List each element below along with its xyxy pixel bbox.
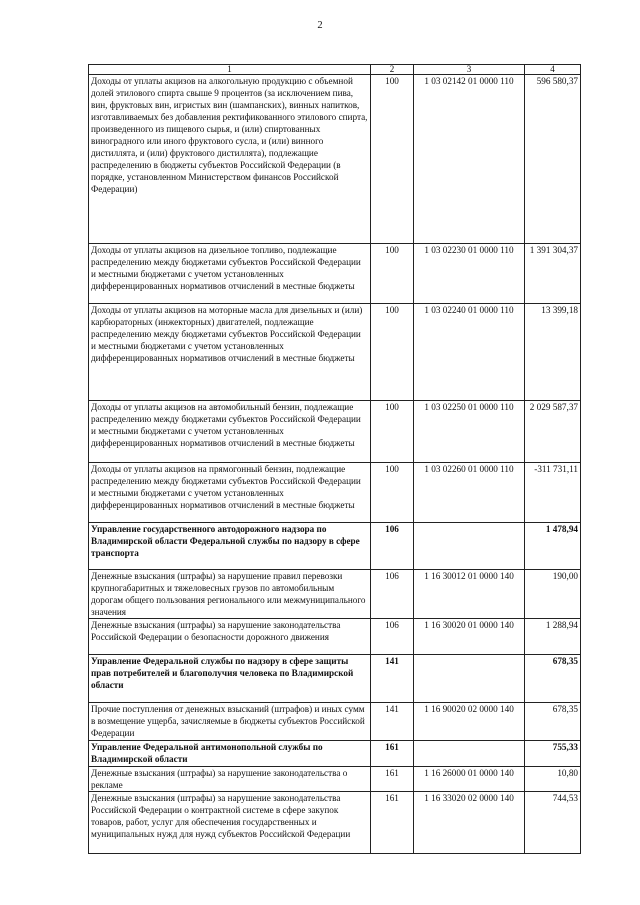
cell-amount: 190,00 bbox=[525, 570, 581, 619]
cell-name: Денежные взыскания (штрафы) за нарушение законодательства Российской Федерации о безопасности дорожного движения bbox=[89, 619, 371, 655]
table-row bbox=[89, 244, 581, 304]
cell-amount: 596 580,37 bbox=[525, 75, 581, 244]
cell-amount: 744,53 bbox=[525, 792, 581, 854]
table-row bbox=[89, 792, 581, 854]
cell-admin-code: 100 bbox=[371, 463, 414, 523]
table-row bbox=[89, 401, 581, 463]
cell-amount: -311 731,11 bbox=[525, 463, 581, 523]
cell-kbk-code: 1 16 30012 01 0000 140 bbox=[414, 570, 525, 619]
cell-amount: 2 029 587,37 bbox=[525, 401, 581, 463]
cell-admin-code: 141 bbox=[371, 655, 414, 703]
table-section-row bbox=[89, 741, 581, 767]
cell-amount: 1 478,94 bbox=[525, 523, 581, 570]
cell-amount: 755,33 bbox=[525, 741, 581, 767]
cell-admin-code: 100 bbox=[371, 75, 414, 244]
cell-amount: 1 391 304,37 bbox=[525, 244, 581, 304]
cell-name: Управление Федеральной службы по надзору в сфере защиты прав потребителей и благополучия человека по Владимирской области bbox=[89, 655, 371, 703]
cell-admin-code: 100 bbox=[371, 304, 414, 401]
table-row bbox=[89, 570, 581, 619]
cell-admin-code: 106 bbox=[371, 523, 414, 570]
cell-kbk-code: 1 16 90020 02 0000 140 bbox=[414, 703, 525, 741]
cell-kbk-code: 1 03 02260 01 0000 110 bbox=[414, 463, 525, 523]
cell-name: Доходы от уплаты акцизов на алкогольную продукцию с объемной долей этилового спирта свыше 9 процентов (за исключением пива, вин, фруктовых вин, игристых вин (шампанских), винных напитков, изготавливаемых без добавления ректификованного этилового спирта, произведенного из пищевого сырья, и (или) спиртованных виноградного или иного фруктового сусла, и (или) винного дистиллята, и (или) фруктового дистиллята), подлежащие распределению в бюджеты субъектов Российской Федерации (в порядке, установленном Министерством финансов Российской Федерации) bbox=[89, 75, 371, 244]
cell-kbk-code bbox=[414, 523, 525, 570]
cell-admin-code: 161 bbox=[371, 741, 414, 767]
header-col-2: 2 bbox=[371, 65, 414, 75]
cell-kbk-code: 1 03 02240 01 0000 110 bbox=[414, 304, 525, 401]
cell-admin-code: 106 bbox=[371, 570, 414, 619]
table-row bbox=[89, 767, 581, 792]
cell-name: Денежные взыскания (штрафы) за нарушение законодательства Российской Федерации о контрактной системе в сфере закупок товаров, работ, услуг для обеспечения государственных и муниципальных нужд для нужд субъектов Российской Федерации bbox=[89, 792, 371, 854]
cell-kbk-code: 1 16 33020 02 0000 140 bbox=[414, 792, 525, 854]
table-row bbox=[89, 304, 581, 401]
table-row bbox=[89, 75, 581, 244]
table-section-row bbox=[89, 655, 581, 703]
cell-admin-code: 100 bbox=[371, 244, 414, 304]
table-section-row bbox=[89, 523, 581, 570]
table-row bbox=[89, 703, 581, 741]
cell-amount: 678,35 bbox=[525, 655, 581, 703]
cell-name: Управление государственного автодорожного надзора по Владимирской области Федеральной службы по надзору в сфере транспорта bbox=[89, 523, 371, 570]
table-header-row bbox=[89, 65, 581, 75]
header-col-4: 4 bbox=[525, 65, 581, 75]
cell-admin-code: 106 bbox=[371, 619, 414, 655]
revenue-table bbox=[88, 64, 581, 854]
cell-amount: 13 399,18 bbox=[525, 304, 581, 401]
cell-admin-code: 161 bbox=[371, 767, 414, 792]
cell-kbk-code: 1 03 02230 01 0000 110 bbox=[414, 244, 525, 304]
table-row bbox=[89, 463, 581, 523]
cell-kbk-code: 1 03 02142 01 0000 110 bbox=[414, 75, 525, 244]
cell-admin-code: 141 bbox=[371, 703, 414, 741]
cell-admin-code: 161 bbox=[371, 792, 414, 854]
cell-amount: 10,80 bbox=[525, 767, 581, 792]
table-row bbox=[89, 619, 581, 655]
cell-name: Доходы от уплаты акцизов на прямогонный бензин, подлежащие распределению между бюджетами субъектов Российской Федерации и местными бюджетами с учетом установленных дифференцированных нормативов отчислений в местные бюджеты bbox=[89, 463, 371, 523]
cell-kbk-code: 1 16 30020 01 0000 140 bbox=[414, 619, 525, 655]
cell-name: Доходы от уплаты акцизов на дизельное топливо, подлежащие распределению между бюджетами субъектов Российской Федерации и местными бюджетами с учетом установленных дифференцированных нормативов отчислений в местные бюджеты bbox=[89, 244, 371, 304]
cell-kbk-code: 1 03 02250 01 0000 110 bbox=[414, 401, 525, 463]
page-number: 2 bbox=[317, 20, 323, 31]
cell-name: Доходы от уплаты акцизов на автомобильный бензин, подлежащие распределению между бюджетами субъектов Российской Федерации и местными бюджетами с учетом установленных дифференцированных нормативов отчислений в местные бюджеты bbox=[89, 401, 371, 463]
cell-kbk-code: 1 16 26000 01 0000 140 bbox=[414, 767, 525, 792]
cell-name: Доходы от уплаты акцизов на моторные масла для дизельных и (или) карбюраторных (инжекторных) двигателей, подлежащие распределению между бюджетами субъектов Российской Федерации и местными бюджетами с учетом установленных дифференцированных нормативов отчислений в местные бюджеты bbox=[89, 304, 371, 401]
cell-name: Прочие поступления от денежных взысканий (штрафов) и иных сумм в возмещение ущерба, зачисляемые в бюджеты субъектов Российской Федерации bbox=[89, 703, 371, 741]
cell-name: Управление Федеральной антимонопольной службы по Владимирской области bbox=[89, 741, 371, 767]
cell-amount: 678,35 bbox=[525, 703, 581, 741]
cell-name: Денежные взыскания (штрафы) за нарушение законодательства о рекламе bbox=[89, 767, 371, 792]
cell-amount: 1 288,94 bbox=[525, 619, 581, 655]
header-col-1: 1 bbox=[89, 65, 371, 75]
cell-kbk-code bbox=[414, 655, 525, 703]
cell-name: Денежные взыскания (штрафы) за нарушение правил перевозки крупногабаритных и тяжеловесных грузов по автомобильным дорогам общего пользования регионального или межмуниципального значения bbox=[89, 570, 371, 619]
cell-admin-code: 100 bbox=[371, 401, 414, 463]
header-col-3: 3 bbox=[414, 65, 525, 75]
cell-kbk-code bbox=[414, 741, 525, 767]
